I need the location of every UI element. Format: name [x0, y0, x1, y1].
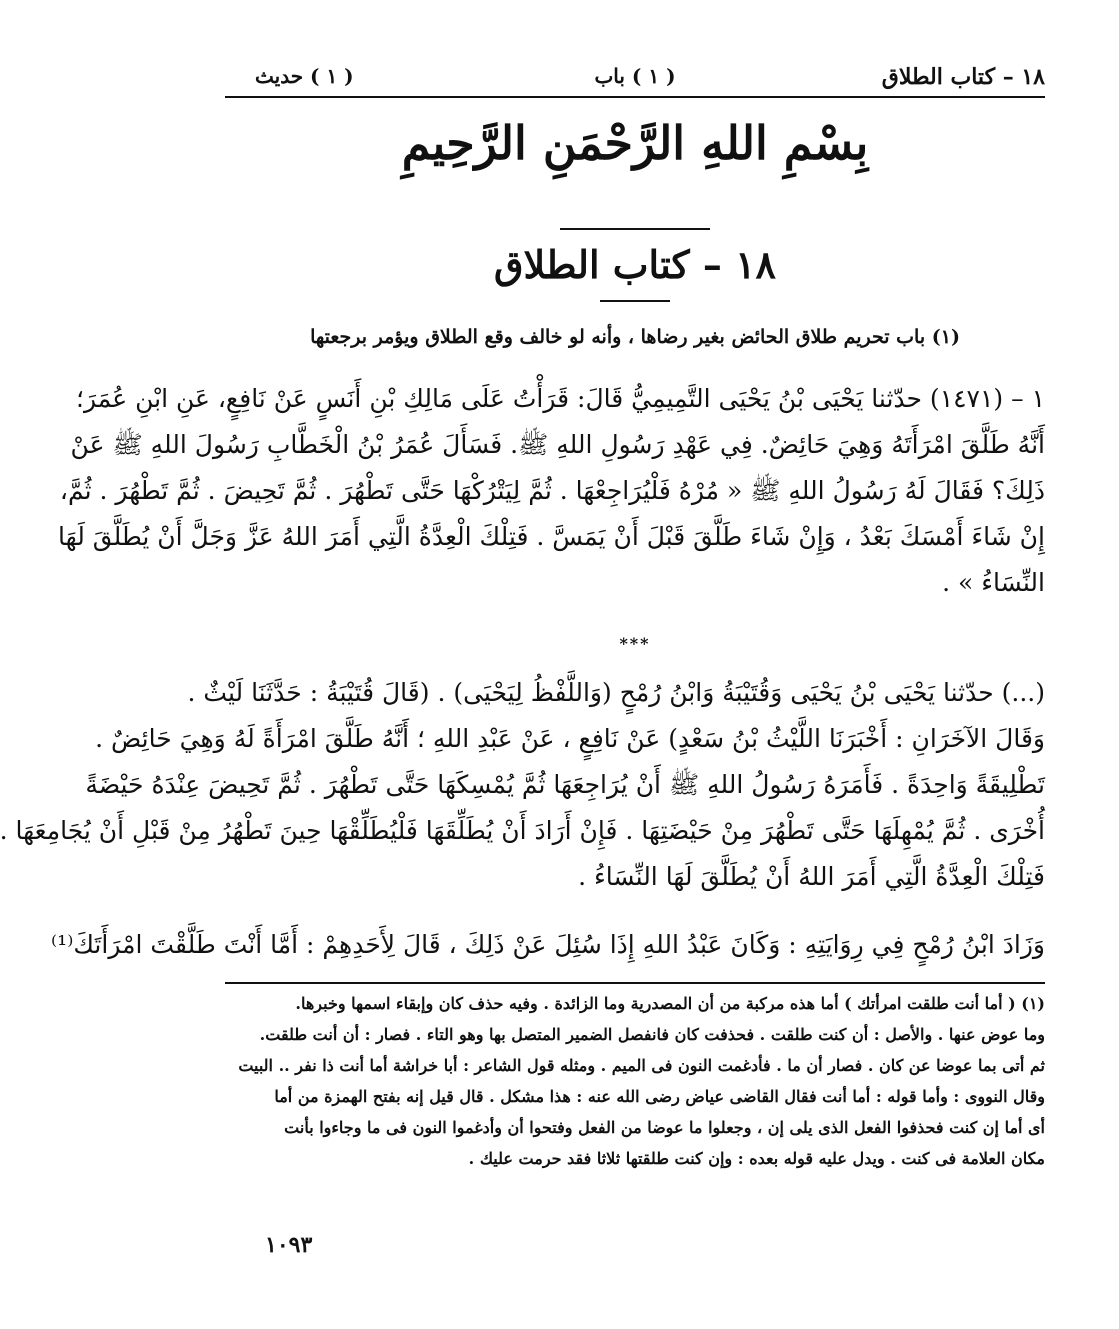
- running-header-hadith: ( ١ ) حديث: [255, 64, 354, 88]
- hadith-1-line: إِنْ شَاءَ أَمْسَكَ بَعْدُ ، وَإِنْ شَاءَ طَلَّقَ قَبْلَ أَنْ يَمَسَّ . فَتِلْكَ الْعِدَّةُ الَّتِي أَمَرَ اللهُ عَزَّ وَجَلَّ أَنْ يُطَلَّقَ لَهَا: [58, 522, 1045, 551]
- hadith-2-line: أُخْرَى . ثُمَّ يُمْهِلَهَا حَتَّى تَطْهُرَ مِنْ حَيْضَتِهَا . فَإِنْ أَرَادَ أَنْ يُطَلِّقَهَا فَلْيُطَلِّقْهَا حِينَ تَطْهُرُ مِنْ قَبْلِ أَنْ يُجَامِعَهَا .: [0, 816, 1045, 845]
- hadith-2-line: فَتِلْكَ الْعِدَّةُ الَّتِي أَمَرَ اللهُ أَنْ يُطَلَّقَ لَهَا النِّسَاءُ .: [578, 862, 1045, 891]
- footnote: [225, 988, 1045, 1174]
- footnote-line: (١) ( أما أنت طلقت امرأتك ) أما هذه مركبة من أن المصدرية وما الزائدة . وفيه حذف كان وإبقاء اسمها وخبرها.: [295, 994, 1045, 1013]
- section-separator: ***: [619, 634, 651, 653]
- hadith-3: [51, 922, 1045, 968]
- hadith-1-line: ذَلِكَ؟ فَقَالَ لَهُ رَسُولُ اللهِ ﷺ « مُرْهُ فَلْيُرَاجِعْهَا . ثُمَّ لِيَتْرُكْهَا حَتَّى تَطْهُرَ . ثُمَّ تَحِيضَ . ثُمَّ تَطْهُرَ . ثُمَّ،: [59, 476, 1045, 505]
- title-top-rule: [560, 228, 710, 230]
- running-header-book: ١٨ – كتاب الطلاق: [881, 64, 1045, 90]
- hadith-2-line: وَقَالَ الآخَرَانِ : أَخْبَرَنَا اللَّيْثُ بْنُ سَعْدٍ) عَنْ نَافِعٍ ، عَنْ عَبْدِ اللهِ ؛ أَنَّهُ طَلَّقَ امْرَأَةً لَهُ وَهِيَ حَائِضٌ .: [95, 724, 1045, 753]
- running-header-bab: ( ١ ) باب: [594, 64, 676, 88]
- basmala: بِسْمِ اللهِ الرَّحْمَنِ الرَّحِيمِ: [401, 116, 869, 170]
- hadith-1-line: ١ – (١٤٧١) حدّثنا يَحْيَى بْنُ يَحْيَى التَّمِيمِيُّ قَالَ: قَرَأْتُ عَلَى مَالِكِ بْنِ أَنَسٍ عَنْ نَافِعٍ، عَنِ ابْنِ عُمَرَ؛: [76, 384, 1045, 413]
- footnote-line: ثم أتى بما عوضا عن كان . فصار أن ما . فأدغمت النون فى الميم . ومثله قول الشاعر : أبا خراشة أما أنت ذا نفر .. البيت: [238, 1056, 1045, 1075]
- header-rule: [225, 96, 1045, 98]
- hadith-2: [0, 670, 1045, 900]
- footnote-line: أى أما إن كنت فحذفوا الفعل الذى يلى إن ، وجعلوا ما عوضا من الفعل وفتحوا أن وأدغموا النون فى ما وجاءوا بأنت: [284, 1118, 1045, 1137]
- footnote-line: وقال النووى : وأما قوله : أما أنت فقال القاضى عياض رضى الله عنه : هذا مشكل . قال قيل إنه بفتح الهمزة من أما: [274, 1087, 1045, 1106]
- footnote-line: وما عوض عنها . والأصل : أن كنت طلقت . فحذفت كان فانفصل الضمير المتصل بها وهو التاء . فصار : أن أنت طلقت.: [259, 1025, 1045, 1044]
- book-title: ١٨ – كتاب الطلاق: [494, 242, 776, 287]
- hadith-1: [58, 376, 1045, 606]
- page: [0, 50, 1045, 1280]
- hadith-1-line: النِّسَاءُ » .: [942, 568, 1045, 597]
- footnote-line: مكان العلامة فى كنت . ويدل عليه قوله بعده : وإن كنت طلقتها ثلاثا فقد حرمت عليك .: [468, 1149, 1045, 1168]
- title-bottom-rule: [600, 300, 670, 302]
- hadith-2-line: تَطْلِيقَةً وَاحِدَةً . فَأَمَرَهُ رَسُولُ اللهِ ﷺ أَنْ يُرَاجِعَهَا ثُمَّ يُمْسِكَهَا حَتَّى تَطْهُرَ . ثُمَّ تَحِيضَ عِنْدَهُ حَيْضَةً: [85, 770, 1045, 799]
- footnote-rule: [225, 982, 1045, 984]
- running-header: [225, 58, 1045, 98]
- page-number: ١٠٩٣: [265, 1232, 313, 1258]
- hadith-1-line: أَنَّهُ طَلَّقَ امْرَأَتَهُ وَهِيَ حَائِضٌ. فِي عَهْدِ رَسُولِ اللهِ ﷺ. فَسَأَلَ عُمَرُ بْنُ الْخَطَّابِ رَسُولَ اللهِ ﷺ عَنْ: [70, 430, 1045, 459]
- hadith-2-line: (...) حدّثنا يَحْيَى بْنُ يَحْيَى وَقُتَيْبَةُ وَابْنُ رُمْحٍ (وَاللَّفْظُ لِيَحْيَى) . (قَالَ قُتَيْبَةُ : حَدَّثَنَا لَيْثٌ .: [187, 678, 1045, 707]
- chapter-heading: (١) باب تحريم طلاق الحائض بغير رضاها ، وأنه لو خالف وقع الطلاق ويؤمر برجعتها: [310, 326, 960, 348]
- hadith-3-line: وَزَادَ ابْنُ رُمْحٍ فِي رِوَايَتِهِ : وَكَانَ عَبْدُ اللهِ إِذَا سُئِلَ عَنْ ذَلِكَ ، قَالَ لِأَحَدِهِمْ : أَمَّا أَنْتَ طَلَّقْتَ امْرَأَتَكَ⁽¹⁾: [51, 930, 1045, 959]
